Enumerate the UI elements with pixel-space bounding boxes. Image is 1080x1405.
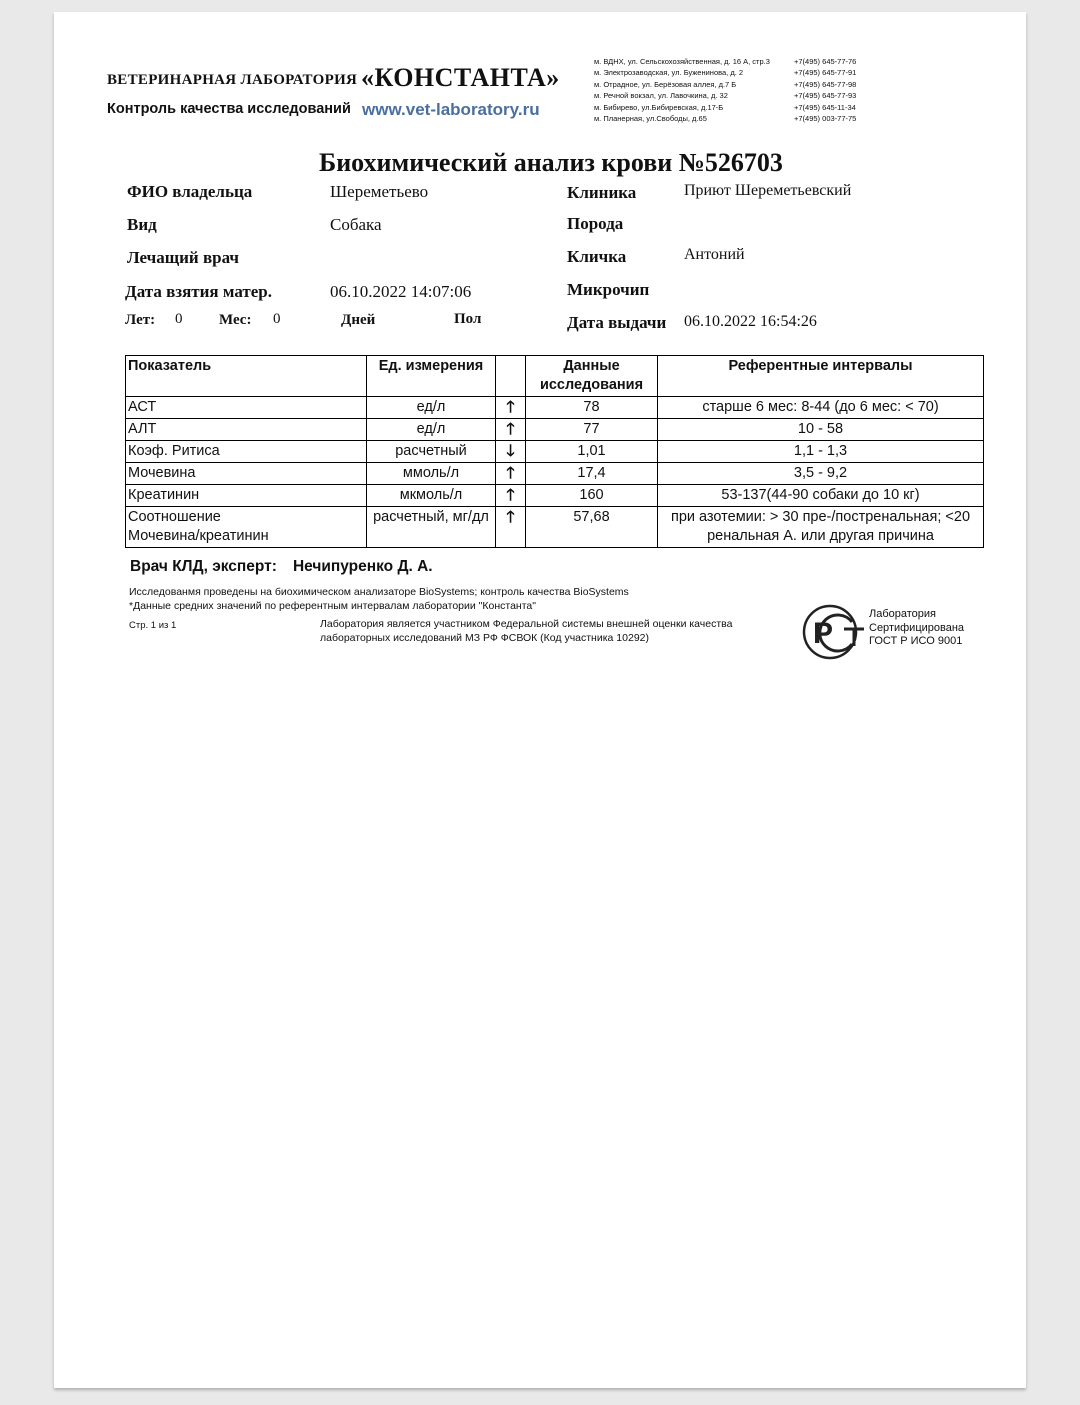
indicator-reference: 3,5 - 9,2 — [658, 463, 984, 485]
arrow-up-icon: 🡑 — [496, 485, 526, 507]
address-row — [594, 113, 874, 124]
species-value: Собака — [330, 215, 382, 234]
address-row — [594, 102, 874, 113]
indicator-value: 78 — [526, 397, 658, 419]
months-label: Мес: — [219, 312, 252, 328]
nickname-value: Антоний — [684, 246, 745, 263]
address-text: м. Речной вокзал, ул. Лавочкина, д. 32 — [594, 91, 728, 101]
header-reference: Референтные интервалы — [658, 356, 984, 397]
indicator-name: Мочевина — [126, 463, 367, 485]
indicator-unit: ед/л — [367, 397, 496, 419]
owner-value: Шереметьево — [330, 182, 429, 201]
indicator-reference: 10 - 58 — [658, 419, 984, 441]
lab-name: ВЕТЕРИНАРНАЯ ЛАБОРАТОРИЯ — [107, 72, 358, 88]
results-table — [125, 355, 984, 548]
indicator-name: Креатинин — [126, 485, 367, 507]
indicator-name-line1: Соотношение — [128, 509, 221, 525]
address-row — [594, 67, 874, 78]
arrow-up-icon: 🡑 — [496, 507, 526, 548]
species-label: Вид — [127, 215, 157, 234]
reference-note: *Данные средних значений по референтным интервалам лаборатории "Константа" — [129, 600, 536, 612]
cert-line2: Сертифицирована — [869, 621, 965, 634]
indicator-unit: ед/л — [367, 419, 496, 441]
months-value: 0 — [273, 311, 281, 327]
header-value-line1: Данные — [563, 358, 620, 374]
table-row — [126, 507, 984, 548]
address-row — [594, 79, 874, 90]
lab-addresses — [594, 56, 874, 124]
nickname-label: Кличка — [567, 247, 627, 266]
table-row — [126, 419, 984, 441]
table-row — [126, 463, 984, 485]
quality-control-caption: Контроль качества исследований — [107, 101, 351, 117]
expert-label: Врач КЛД, эксперт: — [130, 558, 277, 575]
phone-text: +7(495) 645-77-98 — [794, 79, 857, 89]
phone-text: +7(495) 003-77-75 — [794, 114, 857, 124]
years-value: 0 — [175, 311, 183, 327]
fsvok-note-line1: Лаборатория является участником Федеральной системы внешней оценки качества — [320, 618, 733, 630]
header-flag — [496, 356, 526, 397]
indicator-value: 57,68 — [526, 507, 658, 548]
indicator-reference: 53-137(44-90 собаки до 10 кг) — [658, 485, 984, 507]
expert-name: Нечипуренко Д. А. — [292, 558, 433, 575]
owner-label: ФИО владельца — [127, 182, 253, 201]
address-text: м. Бибирево, ул.Бибиревская, д.17-Б — [594, 102, 724, 112]
table-row — [126, 485, 984, 507]
analyzer-note: Исследованмя проведены на биохимическом анализаторе BioSystems; контроль качества BioSystems — [129, 586, 629, 598]
reference-line2: ренальная А. или другая причина — [707, 528, 934, 544]
phone-text: +7(495) 645-77-93 — [794, 91, 857, 101]
breed-label: Порода — [567, 214, 624, 233]
address-row — [594, 56, 874, 67]
lab-brand: «КОНСТАНТА» — [361, 63, 560, 92]
lab-website-link[interactable]: www.vet-laboratory.ru — [362, 100, 540, 119]
phone-text: +7(495) 645-77-91 — [794, 68, 857, 78]
indicator-name-line2: Мочевина/креатинин — [128, 528, 269, 544]
cert-line3: ГОСТ Р ИСО 9001 — [869, 635, 963, 647]
indicator-unit: мкмоль/л — [367, 485, 496, 507]
microchip-label: Микрочип — [567, 280, 650, 299]
address-text: м. Электрозаводская, ул. Буженинова, д. 2 — [594, 68, 744, 78]
header-value-line2: исследования — [539, 377, 644, 393]
sample-date-label: Дата взятия матер. — [125, 282, 272, 301]
phone-text: +7(495) 645-77-76 — [794, 57, 857, 66]
indicator-unit: расчетный, мг/дл — [367, 507, 496, 548]
page-number: Стр. 1 из 1 — [129, 620, 177, 631]
address-text: м. ВДНХ, ул. Сельскохозяйственная, д. 16 А, стр.3 — [594, 57, 770, 66]
svg-text:Р: Р — [813, 617, 834, 650]
sample-date-value: 06.10.2022 14:07:06 — [330, 282, 472, 301]
indicator-reference: 1,1 - 1,3 — [658, 441, 984, 463]
indicator-value: 160 — [526, 485, 658, 507]
days-label: Дней — [341, 312, 376, 328]
address-text: м. Планерная, ул.Свободы, д.65 — [594, 114, 707, 124]
arrow-down-icon: 🡓 — [496, 441, 526, 463]
reference-line1: при азотемии: > 30 пре-/постренальная; <20 — [670, 509, 971, 525]
table-row — [126, 397, 984, 419]
header-value — [526, 356, 658, 397]
arrow-up-icon: 🡑 — [496, 419, 526, 441]
indicator-unit: расчетный — [367, 441, 496, 463]
years-label: Лет: — [125, 312, 156, 328]
indicator-name: АСТ — [126, 397, 367, 419]
indicator-name: Коэф. Ритиса — [126, 441, 367, 463]
issue-date-label: Дата выдачи — [567, 313, 667, 332]
cert-line1: Лаборатория — [869, 608, 936, 620]
report-page — [54, 12, 1026, 1388]
attending-doctor-label: Лечащий врач — [127, 248, 239, 267]
indicator-name: АЛТ — [126, 419, 367, 441]
sex-label: Пол — [454, 311, 482, 327]
fsvok-note-line2: лабораторных исследований МЗ РФ ФСВОК (Код участника 10292) — [320, 632, 650, 644]
indicator-reference: старше 6 мес: 8-44 (до 6 мес: < 70) — [658, 397, 984, 419]
indicator-reference — [658, 507, 984, 548]
arrow-up-icon: 🡑 — [496, 397, 526, 419]
phone-text: +7(495) 645-11-34 — [794, 102, 856, 112]
rst-certification-logo-icon — [800, 602, 866, 667]
clinic-label: Клиника — [567, 183, 637, 202]
report-title: Биохимический анализ крови №526703 — [319, 148, 783, 177]
arrow-up-icon: 🡑 — [496, 463, 526, 485]
clinic-value: Приют Шереметьевский — [684, 182, 852, 199]
expert-signature — [130, 558, 433, 576]
address-row — [594, 90, 874, 101]
indicator-value: 17,4 — [526, 463, 658, 485]
indicator-unit: ммоль/л — [367, 463, 496, 485]
header-indicator: Показатель — [126, 356, 367, 397]
indicator-value: 1,01 — [526, 441, 658, 463]
certification-text — [869, 608, 979, 649]
table-row — [126, 441, 984, 463]
header-unit: Ед. измерения — [367, 356, 496, 397]
indicator-name — [126, 507, 367, 548]
indicator-value: 77 — [526, 419, 658, 441]
table-header-row — [126, 356, 984, 397]
address-text: м. Отрадное, ул. Берёзовая аллея, д.7 Б — [594, 79, 737, 89]
issue-date-value: 06.10.2022 16:54:26 — [684, 313, 817, 330]
